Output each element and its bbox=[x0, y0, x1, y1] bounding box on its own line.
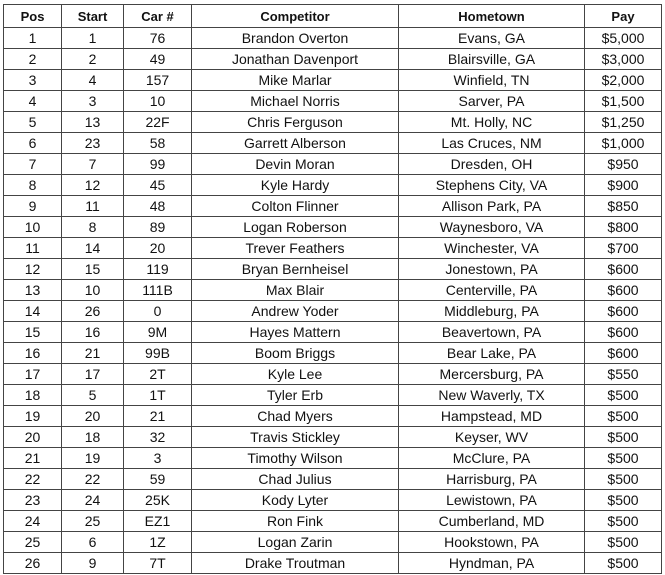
cell-pay: $2,000 bbox=[585, 70, 662, 91]
cell-pos: 19 bbox=[4, 406, 62, 427]
cell-competitor: Garrett Alberson bbox=[192, 133, 399, 154]
cell-pay: $1,250 bbox=[585, 112, 662, 133]
table-row bbox=[4, 448, 662, 469]
cell-hometown: Mt. Holly, NC bbox=[399, 112, 585, 133]
cell-start: 7 bbox=[62, 154, 124, 175]
cell-car-number: 21 bbox=[124, 406, 192, 427]
cell-start: 8 bbox=[62, 217, 124, 238]
cell-start: 25 bbox=[62, 511, 124, 532]
cell-hometown: Cumberland, MD bbox=[399, 511, 585, 532]
cell-pay: $800 bbox=[585, 217, 662, 238]
cell-car-number: 119 bbox=[124, 259, 192, 280]
cell-pos: 15 bbox=[4, 322, 62, 343]
cell-pay: $1,500 bbox=[585, 91, 662, 112]
cell-pay: $900 bbox=[585, 175, 662, 196]
cell-car-number: 7T bbox=[124, 553, 192, 574]
cell-pos: 20 bbox=[4, 427, 62, 448]
table-row bbox=[4, 91, 662, 112]
table-row bbox=[4, 175, 662, 196]
cell-start: 16 bbox=[62, 322, 124, 343]
cell-start: 19 bbox=[62, 448, 124, 469]
cell-pos: 16 bbox=[4, 343, 62, 364]
cell-hometown: Bear Lake, PA bbox=[399, 343, 585, 364]
cell-pos: 23 bbox=[4, 490, 62, 511]
table-row bbox=[4, 154, 662, 175]
header-car-number: Car # bbox=[124, 5, 192, 28]
cell-pos: 21 bbox=[4, 448, 62, 469]
results-table bbox=[3, 4, 662, 574]
cell-pay: $500 bbox=[585, 469, 662, 490]
cell-start: 20 bbox=[62, 406, 124, 427]
cell-pos: 26 bbox=[4, 553, 62, 574]
cell-hometown: Middleburg, PA bbox=[399, 301, 585, 322]
cell-competitor: Kody Lyter bbox=[192, 490, 399, 511]
cell-competitor: Devin Moran bbox=[192, 154, 399, 175]
cell-car-number: 22F bbox=[124, 112, 192, 133]
cell-hometown: Mercersburg, PA bbox=[399, 364, 585, 385]
cell-competitor: Boom Briggs bbox=[192, 343, 399, 364]
cell-start: 12 bbox=[62, 175, 124, 196]
cell-pos: 8 bbox=[4, 175, 62, 196]
cell-car-number: 99B bbox=[124, 343, 192, 364]
cell-pos: 14 bbox=[4, 301, 62, 322]
cell-start: 21 bbox=[62, 343, 124, 364]
cell-start: 14 bbox=[62, 238, 124, 259]
table-header-row bbox=[4, 5, 662, 28]
cell-start: 10 bbox=[62, 280, 124, 301]
cell-car-number: 2T bbox=[124, 364, 192, 385]
cell-car-number: 1Z bbox=[124, 532, 192, 553]
cell-car-number: 1T bbox=[124, 385, 192, 406]
cell-car-number: 32 bbox=[124, 427, 192, 448]
cell-car-number: 9M bbox=[124, 322, 192, 343]
cell-start: 6 bbox=[62, 532, 124, 553]
cell-car-number: 10 bbox=[124, 91, 192, 112]
cell-pay: $600 bbox=[585, 280, 662, 301]
cell-hometown: Lewistown, PA bbox=[399, 490, 585, 511]
cell-car-number: 48 bbox=[124, 196, 192, 217]
table-row bbox=[4, 553, 662, 574]
table-row bbox=[4, 112, 662, 133]
cell-competitor: Bryan Bernheisel bbox=[192, 259, 399, 280]
cell-car-number: 49 bbox=[124, 49, 192, 70]
cell-pay: $600 bbox=[585, 301, 662, 322]
table-row bbox=[4, 364, 662, 385]
table-row bbox=[4, 406, 662, 427]
cell-competitor: Chad Myers bbox=[192, 406, 399, 427]
cell-start: 22 bbox=[62, 469, 124, 490]
cell-competitor: Colton Flinner bbox=[192, 196, 399, 217]
cell-car-number: 25K bbox=[124, 490, 192, 511]
cell-pay: $500 bbox=[585, 448, 662, 469]
cell-pay: $500 bbox=[585, 511, 662, 532]
cell-pay: $5,000 bbox=[585, 28, 662, 49]
table-row bbox=[4, 322, 662, 343]
cell-pos: 5 bbox=[4, 112, 62, 133]
cell-hometown: Sarver, PA bbox=[399, 91, 585, 112]
cell-hometown: Hyndman, PA bbox=[399, 553, 585, 574]
cell-competitor: Mike Marlar bbox=[192, 70, 399, 91]
cell-start: 26 bbox=[62, 301, 124, 322]
cell-start: 23 bbox=[62, 133, 124, 154]
cell-pay: $1,000 bbox=[585, 133, 662, 154]
cell-competitor: Chad Julius bbox=[192, 469, 399, 490]
cell-pos: 1 bbox=[4, 28, 62, 49]
table-row bbox=[4, 259, 662, 280]
table-row bbox=[4, 238, 662, 259]
cell-pay: $600 bbox=[585, 322, 662, 343]
cell-hometown: Hampstead, MD bbox=[399, 406, 585, 427]
table-row bbox=[4, 196, 662, 217]
cell-pos: 25 bbox=[4, 532, 62, 553]
cell-car-number: 0 bbox=[124, 301, 192, 322]
header-pay: Pay bbox=[585, 5, 662, 28]
cell-car-number: 58 bbox=[124, 133, 192, 154]
cell-pos: 7 bbox=[4, 154, 62, 175]
cell-competitor: Tyler Erb bbox=[192, 385, 399, 406]
cell-car-number: 89 bbox=[124, 217, 192, 238]
cell-start: 4 bbox=[62, 70, 124, 91]
header-competitor: Competitor bbox=[192, 5, 399, 28]
cell-start: 24 bbox=[62, 490, 124, 511]
cell-start: 15 bbox=[62, 259, 124, 280]
cell-pay: $950 bbox=[585, 154, 662, 175]
cell-pos: 2 bbox=[4, 49, 62, 70]
table-row bbox=[4, 217, 662, 238]
cell-car-number: 59 bbox=[124, 469, 192, 490]
cell-pos: 24 bbox=[4, 511, 62, 532]
cell-pos: 3 bbox=[4, 70, 62, 91]
table-row bbox=[4, 490, 662, 511]
cell-competitor: Travis Stickley bbox=[192, 427, 399, 448]
cell-pay: $600 bbox=[585, 259, 662, 280]
cell-hometown: Allison Park, PA bbox=[399, 196, 585, 217]
cell-pos: 12 bbox=[4, 259, 62, 280]
cell-hometown: Dresden, OH bbox=[399, 154, 585, 175]
cell-pay: $500 bbox=[585, 553, 662, 574]
cell-competitor: Logan Zarin bbox=[192, 532, 399, 553]
cell-car-number: 99 bbox=[124, 154, 192, 175]
cell-start: 17 bbox=[62, 364, 124, 385]
cell-pay: $500 bbox=[585, 490, 662, 511]
cell-competitor: Max Blair bbox=[192, 280, 399, 301]
cell-hometown: Centerville, PA bbox=[399, 280, 585, 301]
cell-pos: 13 bbox=[4, 280, 62, 301]
cell-hometown: Waynesboro, VA bbox=[399, 217, 585, 238]
cell-competitor: Ron Fink bbox=[192, 511, 399, 532]
cell-car-number: 20 bbox=[124, 238, 192, 259]
cell-hometown: Keyser, WV bbox=[399, 427, 585, 448]
cell-pay: $700 bbox=[585, 238, 662, 259]
cell-pos: 9 bbox=[4, 196, 62, 217]
cell-pos: 4 bbox=[4, 91, 62, 112]
cell-competitor: Brandon Overton bbox=[192, 28, 399, 49]
table-row bbox=[4, 301, 662, 322]
cell-hometown: Beavertown, PA bbox=[399, 322, 585, 343]
cell-start: 11 bbox=[62, 196, 124, 217]
cell-pos: 17 bbox=[4, 364, 62, 385]
header-start: Start bbox=[62, 5, 124, 28]
cell-hometown: Jonestown, PA bbox=[399, 259, 585, 280]
cell-car-number: 111B bbox=[124, 280, 192, 301]
results-table-container bbox=[3, 4, 662, 574]
cell-pos: 11 bbox=[4, 238, 62, 259]
cell-car-number: 3 bbox=[124, 448, 192, 469]
cell-hometown: Harrisburg, PA bbox=[399, 469, 585, 490]
table-body bbox=[4, 28, 662, 574]
cell-hometown: Winfield, TN bbox=[399, 70, 585, 91]
cell-pos: 10 bbox=[4, 217, 62, 238]
table-row bbox=[4, 70, 662, 91]
cell-start: 18 bbox=[62, 427, 124, 448]
cell-hometown: Stephens City, VA bbox=[399, 175, 585, 196]
cell-competitor: Timothy Wilson bbox=[192, 448, 399, 469]
cell-hometown: Evans, GA bbox=[399, 28, 585, 49]
cell-pos: 18 bbox=[4, 385, 62, 406]
cell-competitor: Andrew Yoder bbox=[192, 301, 399, 322]
header-hometown: Hometown bbox=[399, 5, 585, 28]
cell-start: 3 bbox=[62, 91, 124, 112]
table-row bbox=[4, 532, 662, 553]
cell-pay: $500 bbox=[585, 532, 662, 553]
table-row bbox=[4, 343, 662, 364]
cell-hometown: Las Cruces, NM bbox=[399, 133, 585, 154]
cell-hometown: Hookstown, PA bbox=[399, 532, 585, 553]
cell-start: 5 bbox=[62, 385, 124, 406]
table-row bbox=[4, 28, 662, 49]
table-row bbox=[4, 511, 662, 532]
cell-competitor: Kyle Hardy bbox=[192, 175, 399, 196]
cell-competitor: Michael Norris bbox=[192, 91, 399, 112]
cell-competitor: Drake Troutman bbox=[192, 553, 399, 574]
table-row bbox=[4, 427, 662, 448]
cell-pos: 22 bbox=[4, 469, 62, 490]
cell-pay: $850 bbox=[585, 196, 662, 217]
cell-hometown: Winchester, VA bbox=[399, 238, 585, 259]
cell-start: 13 bbox=[62, 112, 124, 133]
table-row bbox=[4, 385, 662, 406]
cell-pay: $500 bbox=[585, 406, 662, 427]
cell-competitor: Kyle Lee bbox=[192, 364, 399, 385]
cell-car-number: 157 bbox=[124, 70, 192, 91]
cell-competitor: Logan Roberson bbox=[192, 217, 399, 238]
cell-competitor: Hayes Mattern bbox=[192, 322, 399, 343]
table-row bbox=[4, 133, 662, 154]
cell-pay: $3,000 bbox=[585, 49, 662, 70]
cell-start: 9 bbox=[62, 553, 124, 574]
header-pos: Pos bbox=[4, 5, 62, 28]
cell-hometown: Blairsville, GA bbox=[399, 49, 585, 70]
cell-start: 1 bbox=[62, 28, 124, 49]
cell-pay: $550 bbox=[585, 364, 662, 385]
cell-car-number: 45 bbox=[124, 175, 192, 196]
cell-pay: $500 bbox=[585, 385, 662, 406]
table-row bbox=[4, 469, 662, 490]
cell-pos: 6 bbox=[4, 133, 62, 154]
cell-pay: $600 bbox=[585, 343, 662, 364]
cell-hometown: New Waverly, TX bbox=[399, 385, 585, 406]
cell-car-number: EZ1 bbox=[124, 511, 192, 532]
table-row bbox=[4, 49, 662, 70]
cell-competitor: Chris Ferguson bbox=[192, 112, 399, 133]
cell-pay: $500 bbox=[585, 427, 662, 448]
cell-hometown: McClure, PA bbox=[399, 448, 585, 469]
cell-competitor: Jonathan Davenport bbox=[192, 49, 399, 70]
cell-competitor: Trever Feathers bbox=[192, 238, 399, 259]
table-row bbox=[4, 280, 662, 301]
cell-start: 2 bbox=[62, 49, 124, 70]
cell-car-number: 76 bbox=[124, 28, 192, 49]
